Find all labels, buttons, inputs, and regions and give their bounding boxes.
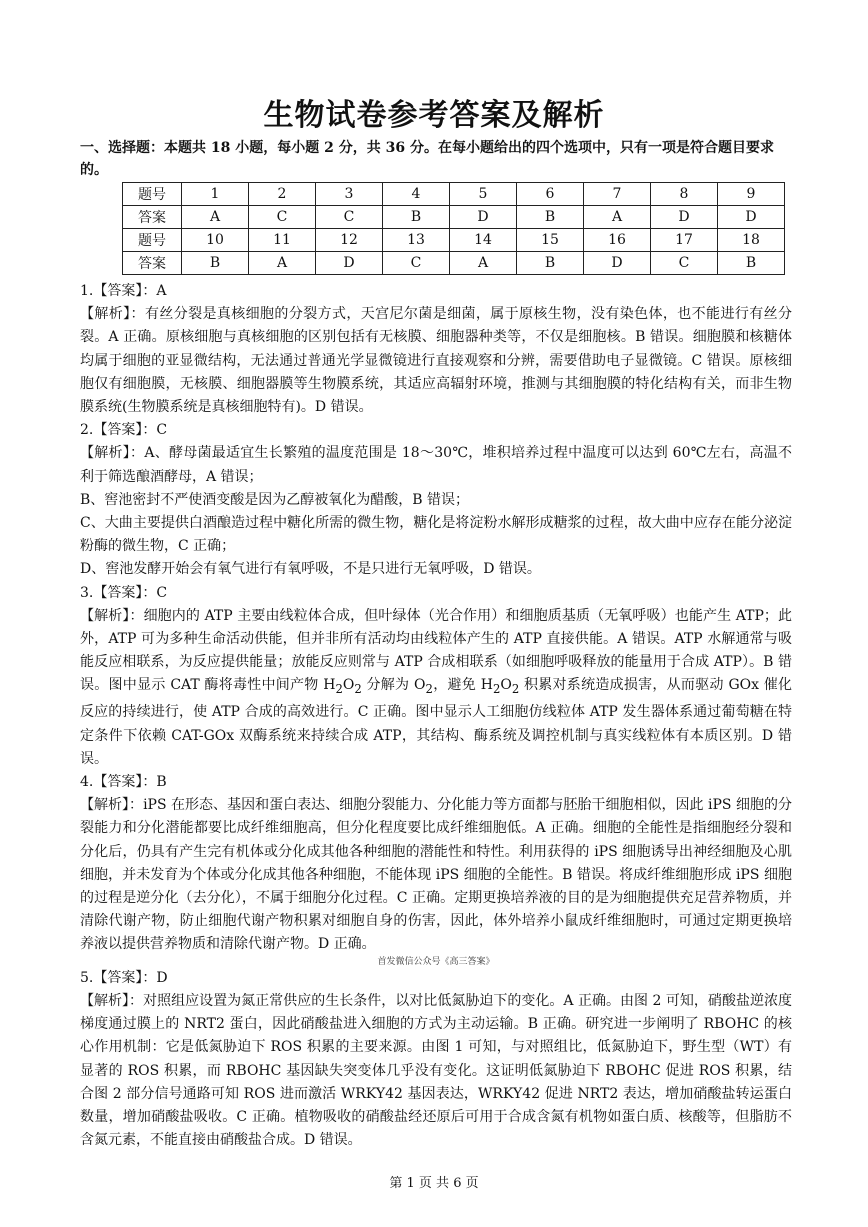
- table-row: [123, 252, 785, 275]
- table-cell: C: [249, 206, 316, 229]
- table-cell: 16: [584, 229, 651, 252]
- table-row: [123, 183, 785, 206]
- table-cell: 11: [249, 229, 316, 252]
- table-cell: C: [383, 252, 450, 275]
- table-cell: B: [517, 206, 584, 229]
- table-cell: D: [651, 206, 718, 229]
- table-cell: 2: [249, 183, 316, 206]
- q1-answer: 1.【答案】：A: [80, 283, 167, 299]
- table-cell: 5: [450, 183, 517, 206]
- table-row: [123, 206, 785, 229]
- table-cell: 18: [718, 229, 785, 252]
- table-cell: 8: [651, 183, 718, 206]
- table-cell: 4: [383, 183, 450, 206]
- table-cell: B: [517, 252, 584, 275]
- table-cell: A: [249, 252, 316, 275]
- q4-explanation: 【解析】：iPS 在形态、基因和蛋白表达、细胞分裂能力、分化能力等方面都与胚胎干细胞相似，因此 iPS 细胞的分裂能力和分化潜能都要比成纤维细胞高，但分化程度要比成纤维细胞低。A 正确。细胞的全能性是指细胞经分裂和分化后，仍具有产生完有机体或分化成其他各种细胞的潜能性和特性。利用获得的 iPS 细胞诱导出神经细胞及心肌细胞，并未发育为个体或分化成其他各种细胞，不能体现 iPS 细胞的全能性。B 错误。将成纤维细胞形成 iPS 细胞的过程是逆分化（去分化），不属于细胞分化过程。C 正确。定期更换培养液的目的是为细胞提供充足营养物质，并清除代谢产物，防止细胞代谢产物积累对细胞自身的伤害，因此，体外培养小鼠成纤维细胞时，可通过定期更换培养液以提供营养物质和清除代谢产物。D 正确。: [80, 797, 792, 953]
- table-cell: 7: [584, 183, 651, 206]
- table-row-label: 答案: [123, 252, 182, 275]
- q2-answer: 2.【答案】：C: [80, 422, 168, 439]
- q5-explanation: 【解析】：对照组应设置为氮正常供应的生长条件，以对比低氮胁迫下的变化。A 正确。由图 2 可知，硝酸盐逆浓度梯度通过膜上的 NRT2 蛋白，因此硝酸盐进入细胞的方式为主动运输。B 正确。研究进一步阐明了 RBOHC 的核心作用机制：它是低氮胁迫下 ROS 积累的主要来源。由图 1 可知，与对照组比，低氮胁迫下，野生型（WT）有显著的 ROS 积累，而 RBOHC 基因缺失突变体几乎没有变化。这证明低氮胁迫下 RBOHC 促进 ROS 积累，结合图 2 部分信号通路可知 ROS 进而激活 WRKY42 基因表达，WRKY42 促进 NRT2 表达，增加硝酸盐转运蛋白数量，增加硝酸盐吸收。C 正确。植物吸收的硝酸盐经还原后可用于合成含氮有机物如蛋白质、核酸等，但脂肪不含氮元素，不能直接由硝酸盐合成。D 错误。: [80, 992, 792, 1149]
- q2-option-d: D、窖池发酵开始会有氧气进行有氧呼吸，不是只进行无氧呼吸，D 错误。: [80, 561, 541, 578]
- q2-option-b: B、窖池密封不严使酒变酸是因为乙醇被氧化为醋酸，B 错误；: [80, 491, 470, 508]
- table-cell: 12: [316, 229, 383, 252]
- table-cell: A: [584, 206, 651, 229]
- answer-table: [122, 182, 785, 275]
- table-cell: 17: [651, 229, 718, 252]
- table-cell: D: [316, 252, 383, 275]
- table-row-label: 题号: [123, 183, 182, 206]
- table-cell: D: [718, 206, 785, 229]
- table-cell: 15: [517, 229, 584, 252]
- q2-option-a: 【解析】：A、酵母菌最适宜生长繁殖的温度范围是 18～30℃，堆积培养过程中温度可以达到 60℃左右，高温不利于筛选酿酒酵母，A 错误；: [80, 445, 792, 485]
- table-row-label: 题号: [123, 229, 182, 252]
- explanations: [80, 280, 792, 1152]
- table-cell: C: [316, 206, 383, 229]
- table-cell: A: [182, 206, 249, 229]
- table-cell: 9: [718, 183, 785, 206]
- table-cell: B: [383, 206, 450, 229]
- table-cell: 1: [182, 183, 249, 206]
- table-cell: C: [651, 252, 718, 275]
- table-cell: 6: [517, 183, 584, 206]
- q3-answer: 3.【答案】：C: [80, 584, 168, 601]
- table-cell: 14: [450, 229, 517, 252]
- table-cell: D: [584, 252, 651, 275]
- q3-explanation: 【解析】：细胞内的 ATP 主要由线粒体合成，但叶绿体（光合作用）和细胞质基质（无氧呼吸）也能产生 ATP；此外，ATP 可为多种生命活动供能，但并非所有活动均由线粒体产生的 ATP 直接供能。A 错误。ATP 水解通常与吸能反应相联系，为反应提供能量；放能反应则常与 ATP 合成相联系（如细胞呼吸释放的能量用于合成 ATP）。B 错误。图中显示 CAT 酶将毒性中间产物 $H_2O_2$ 分解为 $O_2$，避免 $H_2O_2$ 积累对系统造成损害，从而驱动 GOx 催化反应的持续进行，使 ATP 合成的高效进行。C 正确。图中显示人工细胞仿线粒体 ATP 发生器体系通过葡萄糖在特定条件下依赖 CAT-GOx 双酶系统来持续合成 ATP，其结构、酶系统及调控机制与真实线粒体有本质区别。D 错误。: [80, 607, 792, 767]
- q2-option-c: C、大曲主要提供白酒酿造过程中糖化所需的微生物，糖化是将淀粉水解形成糖浆的过程，故大曲中应存在能分泌淀粉酶的微生物，C 正确；: [80, 515, 792, 555]
- q1-explanation: 【解析】：有丝分裂是真核细胞的分裂方式，天宫尼尔菌是细菌，属于原核生物，没有染色体，也不能进行有丝分裂。A 正确。原核细胞与真核细胞的区别包括有无核膜、细胞器种类等，不仅是细胞核。B 错误。细胞膜和核糖体均属于细胞的亚显微结构，无法通过普通光学显微镜进行直接观察和分辨，需要借助电子显微镜。C 错误。原核细胞仅有细胞膜，无核膜、细胞器膜等生物膜系统，其适应高辐射环境，推测与其细胞膜的特化结构有关，而非生物膜系统(生物膜系统是真核细胞特有)。D 错误。: [80, 306, 792, 416]
- section-heading: 一、选择题：本题共 18 小题，每小题 2 分，共 36 分。在每小题给出的四个选项中，只有一项是符合题目要求的。: [80, 140, 774, 178]
- q4-answer: 4.【答案】：B: [80, 774, 167, 791]
- table-cell: D: [450, 206, 517, 229]
- table-cell: 10: [182, 229, 249, 252]
- table-row: [123, 229, 785, 252]
- table-cell: B: [718, 252, 785, 275]
- table-cell: 3: [316, 183, 383, 206]
- table-cell: 13: [383, 229, 450, 252]
- watermark-text: 首发微信公众号《高三答案》: [377, 956, 495, 967]
- q5-answer: 5.【答案】：D: [80, 969, 168, 986]
- table-cell: B: [182, 252, 249, 275]
- page-number: 第 1 页 共 6 页: [389, 1176, 479, 1191]
- table-cell: A: [450, 252, 517, 275]
- table-row-label: 答案: [123, 206, 182, 229]
- page-title: 生物试卷参考答案及解析: [263, 98, 605, 133]
